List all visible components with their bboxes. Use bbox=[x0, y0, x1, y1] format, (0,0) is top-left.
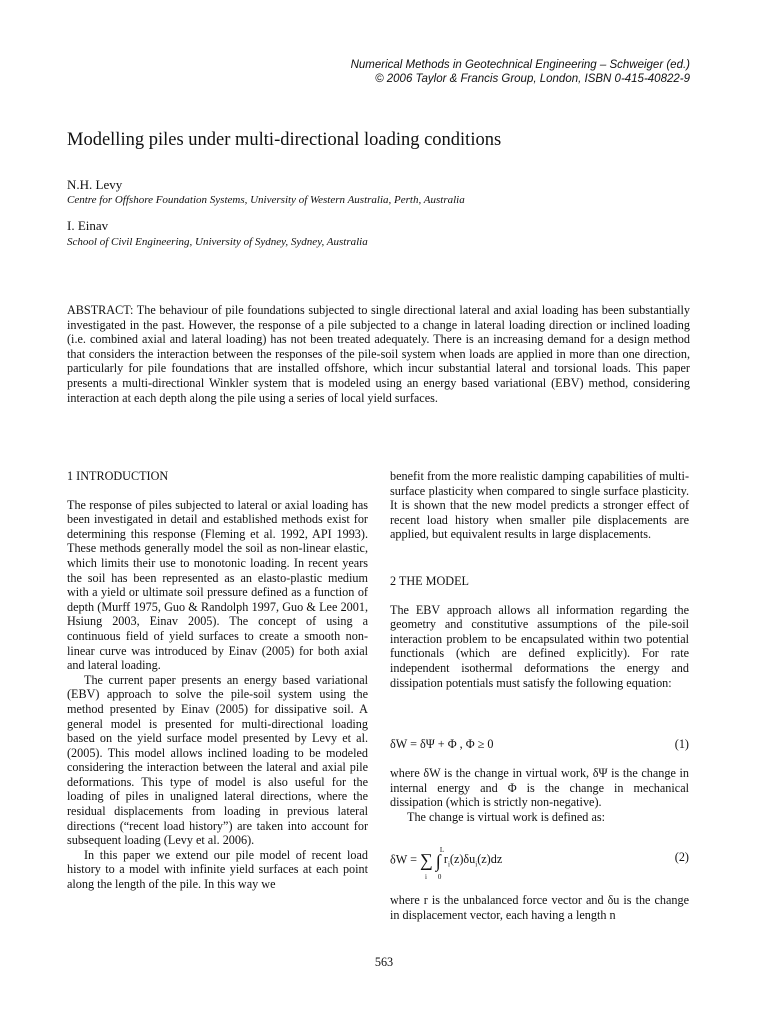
equation-2-body: $r_i(z)\delta u_i(z)dz$ bbox=[443, 852, 503, 869]
left-column bbox=[67, 469, 368, 892]
model-paragraph-1: The EBV approach allows all information regarding the geometry and constitutive assumptions of the pile-soil interaction problem to be encapsulated within two potential functionals (which are defined explicitly). For rate independent isothermal deformations the energy and dissipation potentials must satisfy the following equation: bbox=[390, 602, 689, 690]
summation-symbol: ∑ i bbox=[420, 850, 433, 881]
author-1-affiliation: Centre for Offshore Foundation Systems, University of Western Australia, Perth, Australia bbox=[67, 194, 465, 206]
section-heading-introduction: 1 INTRODUCTION bbox=[67, 469, 169, 483]
summation-index: i bbox=[425, 873, 427, 881]
journal-header bbox=[351, 58, 690, 86]
paper-title: Modelling piles under multi-directional loading conditions bbox=[67, 130, 502, 150]
integral-upper-limit: L bbox=[439, 845, 445, 854]
equation-2-lhs: δW = bbox=[390, 852, 420, 867]
intro-paragraph-2: The current paper presents an energy based variational (EBV) approach to solve the pile-soil system using the method presented by Einav (2005) for dissipative soil. A general model is presented for multi-directional loading based on the yield surface model presented by Levy et al. (2005). This model allows inclined loading to be modeled considering the interaction between the lateral and axial pile deformations. This type of model is also useful for the loading of piles in unaligned lateral directions, where the residual displacements from loading in previous lateral directions (“recent load history”) are taken into account for subsequent loading (Levy et al. 2006). bbox=[67, 672, 368, 848]
integral-symbol: ∫ L 0 bbox=[435, 845, 445, 881]
equation-1 bbox=[390, 737, 689, 752]
page-number: 563 bbox=[374, 955, 394, 969]
intro-paragraph-1: The response of piles subjected to lateral or axial loading has been investigated in detail and established methods exist for determining this response (Fleming et al. 1992, API 1993). These methods generally model the soil as non-linear elastic, which limits their use to monotonic loading. In recent years the soil has been represented as an elasto-plastic medium with a yield or ultimate soil pressure defined as a function of depth (Murff 1975, Guo & Randolph 1997, Guo & Lee 2001, Hsiung 2003, Einav 2005). The concept of using a continuous field of yield surfaces to create a smooth non-linear curve was introduced by Einav (2005) for both axial and lateral loading. bbox=[67, 497, 368, 673]
equation-1-body: δW = δΨ + Φ , Φ ≥ 0 bbox=[390, 737, 494, 751]
right-column-bottom bbox=[390, 893, 689, 922]
model-paragraph-2: where δW is the change in virtual work, δΨ is the change in internal energy and Φ is the change in mechanical dissipation (which is strictly non-negative). bbox=[390, 766, 689, 810]
integral-lower-limit: 0 bbox=[437, 872, 442, 881]
author-2-name: I. Einav bbox=[67, 218, 109, 233]
right-column-middle bbox=[390, 766, 689, 824]
model-paragraph-3: The change is virtual work is defined as: bbox=[407, 809, 605, 824]
abstract: ABSTRACT: The behaviour of pile foundations subjected to single directional lateral and axial loading has been substantially investigated in the past. However, the response of a pile subjected to a change in lateral loading direction or inclined loading (i.e. combined axial and lateral loading) has not been treated adequately. There is an increasing demand for a design method that considers the interaction between the responses of the pile-soil system when loads are applied in more than one direction, particularly for pile foundations that are installed offshore, which incur substantial lateral and torsional loads. This paper presents a multi-directional Winkler system that is modeled using an energy based variational (EBV) method, considering interaction at each depth along the pile using a series of local yield surfaces. bbox=[67, 303, 690, 405]
section-heading-model: 2 THE MODEL bbox=[390, 573, 469, 588]
intro-paragraph-3: In this paper we extend our pile model of recent load history to a model with infinite yield surfaces at each point along the length of the pile. In this way we bbox=[67, 847, 368, 892]
author-1-name: N.H. Levy bbox=[67, 177, 123, 192]
header-line-2: © 2006 Taylor & Francis Group, London, ISBN 0-415-40822-9 bbox=[375, 73, 690, 85]
equation-2-number: (2) bbox=[674, 850, 689, 864]
equation-1-number: (1) bbox=[674, 737, 689, 751]
equation-2 bbox=[390, 840, 689, 880]
header-line-1: Numerical Methods in Geotechnical Engineering – Schweiger (ed.) bbox=[350, 59, 690, 71]
model-paragraph-4: where r is the unbalanced force vector and δu is the change in displacement vector, each having a length n bbox=[390, 893, 689, 922]
author-2-affiliation: School of Civil Engineering, University of Sydney, Sydney, Australia bbox=[67, 236, 368, 248]
right-column-top bbox=[390, 469, 689, 690]
intro-paragraph-continued: benefit from the more realistic damping capabilities of multi-surface plasticity when compared to single surface plasticity. It is shown that the new model predicts a stronger effect of recent load history when smaller pile displacements are applied, but equivalent results in large displacements. bbox=[390, 469, 689, 542]
